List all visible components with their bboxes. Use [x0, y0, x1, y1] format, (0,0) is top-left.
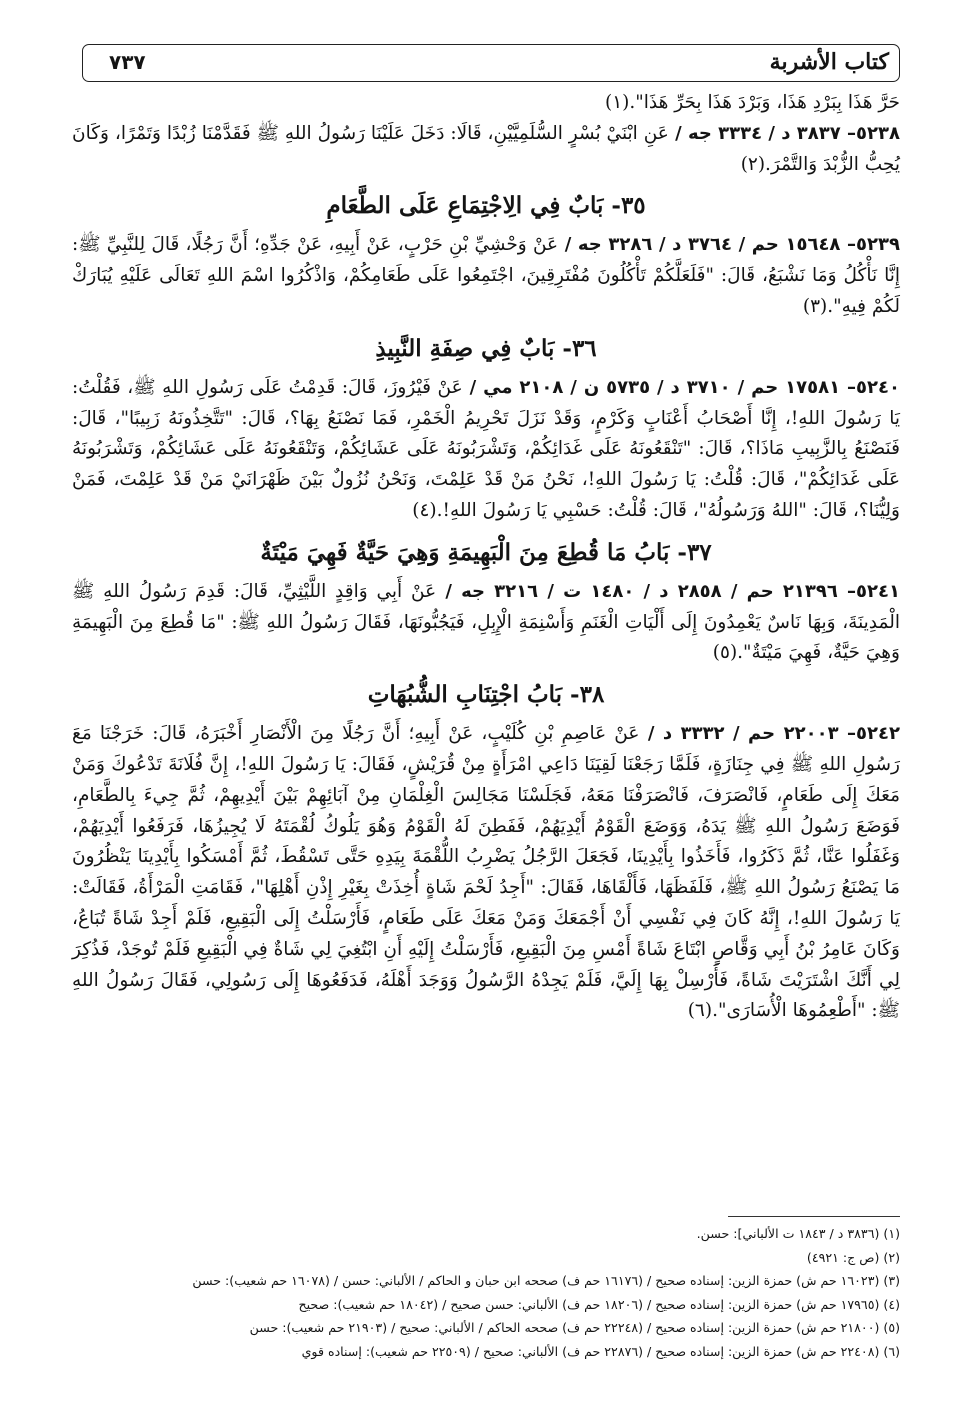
hadith-number: ٥٢٣٩– ١٥٦٤٨ حم / ٣٧٦٤ د / ٣٢٨٦ جه / — [558, 234, 900, 256]
hadith-number: ٥٢٤٢– ٢٢٠٠٣ حم / ٣٣٣٢ د / — [639, 723, 900, 745]
hadith-number: ٥٢٤٠– ١٧٥٨١ حم / ٣٧١٠ د / ٥٧٣٥ ن / ٢١٠٨ مي / — [462, 376, 900, 398]
hadith-text: عَنِ ابْنَيْ بُسْرٍ السُّلَمِيَّيْنِ، قَالَا: دَخَلَ عَلَيْنَا رَسُولُ اللهِ ﷺ فَقَدَّمْنَا زُبْدًا وَتَمْرًا، وَكَانَ يُحِبُّ الزُّبْدَ وَالتَّمْرَ.(٢) — [72, 122, 900, 175]
hadith-continuation — [72, 88, 900, 119]
footnote-4: (٤) (١٧٩٦٥ حم ش) حمزة الزين: إسناده صحيح / (١٨٢٠٦ حم ف) الألباني: حسن صحيح / (١٨٠٤٢ حم شعيب): صحيح — [298, 1296, 900, 1312]
hadith-text: عَنْ عَاصِمِ بْنِ كُلَيْبٍ، عَنْ أَبِيهِ؛ أَنَّ رَجُلًا مِنَ الْأَنْصَارِ أَخْبَرَهُ، قَالَ: خَرَجْنَا مَعَ رَسُولِ اللهِ ﷺ فِي جِنَازَةٍ، فَلَمَّا رَجَعْنَا لَقِيَنَا دَاعِي امْرَأَةٍ مِنْ قُرَيْشٍ، فَقَالَ: يَا رَسُولَ اللهِ!، إِنَّ فُلَانَةَ تَدْعُوكَ وَمَنْ مَعَكَ إِلَى طَعَامٍ، فَانْصَرَفَ، فَانْصَرَفْنَا مَعَهُ، فَجَلَسْنَا مَجَالِسَ الْغِلْمَانِ مِنْ آبَائِهِمْ بَيْنَ أَيْدِيهِمْ، ثُمَّ جِيءَ بِالطَّعَامِ، فَوَضَعَ رَسُولُ اللهِ ﷺ يَدَهُ، وَوَضَعَ الْقَوْمُ أَيْدِيَهُمْ، فَفَطِنَ لَهُ الْقَوْمُ وَهُوَ يَلُوكُ لُقْمَتَهُ لَا يُجِيزُهَا، فَرَفَعُوا أَيْدِيَهُمْ، وَغَفَلُوا عَنَّا، ثُمَّ ذَكَرُوا، فَأَخَذُوا بِأَيْدِينَا، فَجَعَلَ الرَّجُلُ يَضْرِبُ اللُّقْمَةَ بِيَدِهِ حَتَّى تَسْقُطَ، ثُمَّ أَمْسَكُوا بِأَيْدِينَا يَنْظُرُونَ مَا يَصْنَعُ رَسُولُ اللهِ ﷺ، فَلَفَظَهَا، فَأَلْقَاهَا، فَقَالَ: "أَجِدُ لَحْمَ شَاةٍ أُخِذَتْ بِغَيْرِ إِذْنِ أَهْلِهَا"، فَقَامَتِ الْمَرْأَةُ، فَقَالَتْ: يَا رَسُولَ اللهِ!، إِنَّهُ كَانَ فِي نَفْسِي أَنْ أَجْمَعَكَ وَمَنْ مَعَكَ عَلَى طَعَامٍ، فَأَرْسَلْتُ إِلَى الْبَقِيعِ، فَلَمْ أَجِدْ شَاةً تُبَاعُ، وَكَانَ عَامِرُ بْنُ أَبِي وَقَّاصٍ ابْتَاعَ شَاةً أَمْسِ مِنَ الْبَقِيعِ، فَأَرْسَلْتُ إِلَيْهِ أَنِ ابْتُغِيَ لِي شَاةٌ فِي الْبَقِيعِ فَلَمْ تُوجَدْ، فَذُكِرَ لِي أَنَّكَ اشْتَرَيْتَ شَاةً، فَأَرْسِلْ بِهَا إِلَيَّ، فَلَمْ يَجِدْهُ الرَّسُولُ وَوَجَدَ أَهْلَهُ، فَدَفَعُوهَا إِلَى رَسُولِي، فَقَالَ رَسُولُ اللهِ ﷺ: "أَطْعِمُوهَا الْأُسَارَى".(٦) — [72, 723, 901, 1022]
chapter-heading-38: ٣٨- بَابُ اجْتِنَابِ الشُّبُهَاتِ — [367, 681, 605, 709]
hadith-text: عَنْ أَبِي وَاقِدٍ اللَّيْثِيِّ، قَالَ: قَدِمَ رَسُولُ اللهِ ﷺ الْمَدِينَةَ، وَبِهَا نَاسٌ يَعْمِدُونَ إِلَى أَلْيَاتِ الْغَنَمِ وَأَسْنِمَةِ الْإِبِلِ، فَيَجُبُّونَهَا، فَقَالَ رَسُولُ اللهِ ﷺ: "مَا قُطِعَ مِنَ الْبَهِيمَةِ وَهِيَ حَيَّةٌ، فَهِيَ مَيْتَةٌ".(٥) — [72, 580, 900, 664]
footnote-3: (٣) (١٦٠٢٣ حم ش) حمزة الزين: إسناده صحيح / (١٦١٧٦ حم ف) صححه ابن حبان و الحاكم / الألباني: حسن / (١٦٠٧٨ حم شعيب): حسن — [192, 1273, 900, 1289]
hadith-number: ٥٢٤١– ٢١٣٩٦ حم / ٢٨٥٨ د / ١٤٨٠ ت / ٣٢١٦ جه / — [436, 580, 900, 602]
footnote-2: (٢) (ص ج: ٤٩٢١) — [806, 1249, 900, 1265]
hadith-5239 — [72, 230, 900, 322]
hadith-number: ٥٢٣٨– ٣٨٣٧ د / ٣٣٣٤ جه / — [668, 122, 900, 144]
book-title: كتاب الأشربة — [769, 49, 889, 75]
chapter-heading-37: ٣٧- بَابُ مَا قُطِعَ مِنَ الْبَهِيمَةِ وَهِيَ حَيَّةٌ فَهِيَ مَيْتَةٌ — [260, 538, 712, 566]
footnote-separator — [728, 1216, 900, 1217]
footnote-1: (١) (٣٨٣٦ د / ١٨٤٣ ت الألباني]: حسن. — [696, 1226, 900, 1241]
hadith-text: حَرَّ هَذَا بِبَرْدِ هَذَا، وَبَرْدَ هَذَا بِحَرِّ هَذَا".(١) — [605, 92, 900, 113]
page-header — [82, 44, 900, 82]
main-text — [72, 88, 900, 1027]
hadith-5240 — [72, 373, 900, 527]
footnote-6: (٦) (٢٢٤٠٨ حم ش) حمزة الزين: إسناده صحيح / (٢٢٨٧٦ حم ف) الألباني: صحيح / (٢٢٥٠٩ حم شعيب): إسناده قوي — [301, 1343, 900, 1359]
footnotes — [72, 1222, 900, 1364]
footnote-5: (٥) (٢١٨٠٠ حم ش) حمزة الزين: إسناده صحيح / (٢٢٢٤٨ حم ف) صححه الحاكم / الألباني: صحيح / (٢١٩٠٣ حم شعيب): حسن — [249, 1320, 900, 1336]
page-number: ٧٣٧ — [109, 50, 146, 74]
chapter-heading-36: ٣٦- بَابٌ فِي صِفَةِ النَّبِيذِ — [375, 334, 597, 362]
hadith-text: عَنْ فَيْرُوزَ، قَالَ: قَدِمْتُ عَلَى رَسُولِ اللهِ ﷺ، فَقُلْتُ: يَا رَسُولَ اللهِ!، إِنَّا أَصْحَابُ أَعْنَابٍ وَكَرْمٍ، وَقَدْ نَزَلَ تَحْرِيمُ الْخَمْرِ، فَمَا نَصْنَعُ بِهَا؟، قَالَ: "تَتَّخِذُونَهُ زَبِيبًا"، قَالَ: فَنَصْنَعُ بِالزَّبِيبِ مَاذَا؟، قَالَ: "تَنْقَعُونَهُ عَلَى غَدَائِكُمْ، وَتَشْرَبُونَهُ عَلَى عَشَائِكُمْ، وَتَنْقَعُونَهُ عَلَى عَشَائِكُمْ، وَتَشْرَبُونَهُ عَلَى غَدَائِكُمْ"، قَالَ: قُلْتُ: يَا رَسُولَ اللهِ!، نَحْنُ مَنْ قَدْ عَلِمْتَ، وَنَحْنُ نُزُولٌ بَيْنَ ظَهْرَانَيْ مَنْ قَدْ عَلِمْتَ، فَمَنْ وَلِيُّنَا؟، قَالَ: "اللهُ وَرَسُولُهُ"، قَالَ: قُلْتُ: حَسْبِي يَا رَسُولَ اللهِ!.(٤) — [72, 376, 900, 521]
hadith-5241 — [72, 577, 900, 669]
hadith-5242 — [72, 719, 900, 1027]
hadith-5238 — [72, 119, 900, 181]
chapter-heading-35: ٣٥- بَابٌ فِي الِاجْتِمَاعِ عَلَى الطَّعَامِ — [326, 192, 646, 220]
hadith-text: عَنْ وَحْشِيِّ بْنِ حَرْبٍ، عَنْ أَبِيهِ، عَنْ جَدِّهِ؛ أَنَّ رَجُلًا، قَالَ لِلنَّبِيِّ ﷺ: إِنَّا نَأْكُلُ وَمَا نَشْبَعُ، قَالَ: "فَلَعَلَّكُمْ تَأْكُلُونَ مُفْتَرِقِينَ، اجْتَمِعُوا عَلَى طَعَامِكُمْ، وَاذْكُرُوا اسْمَ اللهِ تَعَالَى عَلَيْهِ يُبَارَكْ لَكُمْ فِيهِ".(٣) — [72, 234, 900, 317]
